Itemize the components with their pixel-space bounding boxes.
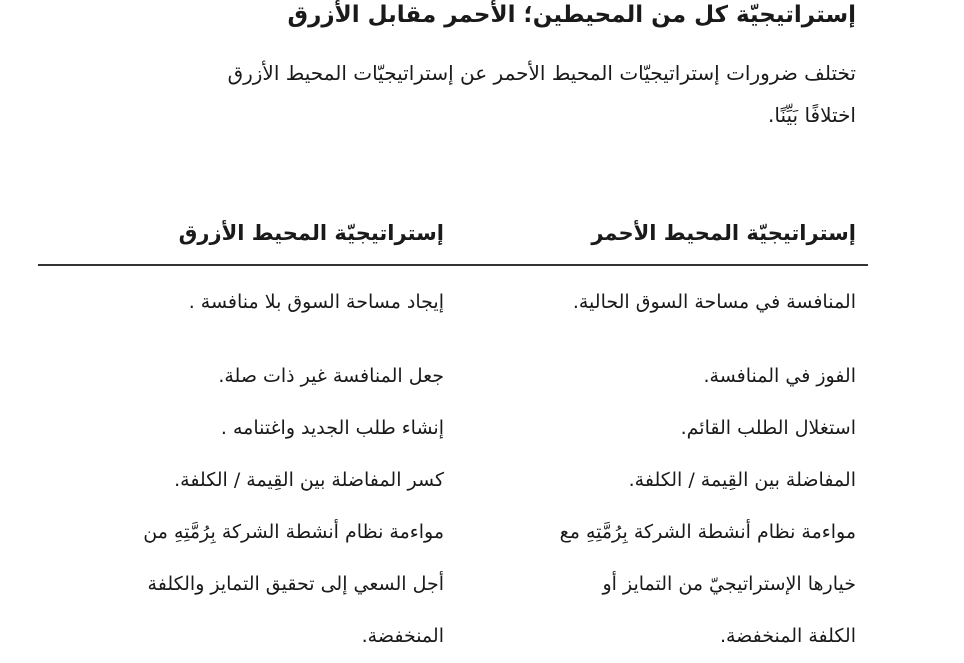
blue-cell-3: إنشاء طلب الجديد واغتنامه . — [220, 417, 444, 439]
blue-cell-2: جعل المنافسة غير ذات صلة. — [218, 365, 444, 387]
red-cell-5: مواءمة نظام أنشطة الشركة بِرُمَّتِهِ مع — [559, 521, 856, 543]
intro-line-2: اختلافًا بَيِّنًا. — [768, 103, 856, 127]
blue-ocean-header: إستراتيجيّة المحيط الأزرق — [178, 221, 444, 245]
blue-cell-6: أجل السعي إلى تحقيق التمايز والكلفة — [147, 573, 444, 595]
red-cell-3: استغلال الطلب القائم. — [680, 417, 856, 439]
intro-paragraph — [36, 52, 856, 136]
red-ocean-header: إستراتيجيّة المحيط الأحمر — [591, 221, 856, 245]
red-cell-2: الفوز في المنافسة. — [703, 365, 856, 387]
intro-line-1: تختلف ضرورات إستراتيجيّات المحيط الأحمر عن إستراتيجيّات المحيط الأزرق — [227, 61, 856, 85]
red-cell-7: الكلفة المنخفضة. — [719, 625, 856, 647]
blue-cell-7: المنخفضة. — [361, 625, 444, 647]
blue-cell-5: مواءمة نظام أنشطة الشركة بِرُمَّتِهِ من — [143, 521, 444, 543]
section-title: إستراتيجيّة كل من المحيطين؛ الأحمر مقابل الأزرق — [287, 2, 856, 28]
red-cell-4: المفاضلة بين القِيمة / الكلفة. — [628, 469, 856, 491]
red-cell-1: المنافسة في مساحة السوق الحالية. — [572, 291, 856, 313]
blue-cell-1: إيجاد مساحة السوق بلا منافسة . — [188, 291, 444, 313]
header-divider — [38, 264, 868, 266]
blue-cell-4: كسر المفاضلة بين القِيمة / الكلفة. — [174, 469, 444, 491]
red-cell-6: خيارها الإستراتيجيّ من التمايز أو — [602, 573, 856, 595]
